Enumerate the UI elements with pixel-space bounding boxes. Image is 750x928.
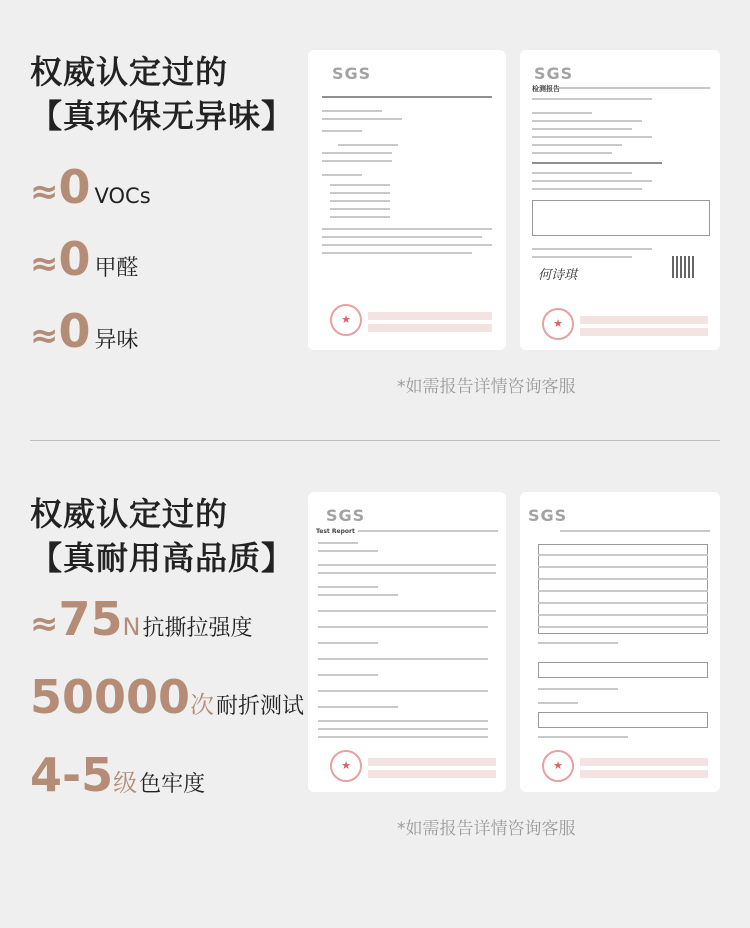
consult-note: *如需报告详情咨询客服 (397, 819, 576, 839)
certification-stamp-icon (542, 308, 574, 340)
approx-sign: ≈ (30, 316, 59, 356)
stat-label: 异味 (94, 328, 139, 353)
title-line-1: 权威认定过的 (30, 53, 229, 91)
title-line-2: 【真环保无异味】 (30, 97, 295, 135)
certification-stamp-icon (330, 750, 362, 782)
approx-sign: ≈ (30, 172, 59, 212)
report-heading: Test Report (316, 528, 355, 535)
title-line-2: 【真耐用高品质】 (30, 539, 295, 577)
stat-value: 75 (58, 592, 123, 646)
report-card-eco-1 (308, 50, 506, 350)
signature: 何诗琪 (538, 268, 578, 283)
stat-formaldehyde (30, 232, 139, 286)
stat-unit: 级 (113, 769, 138, 797)
consult-note: *如需报告详情咨询客服 (397, 377, 576, 397)
stat-odor (30, 304, 139, 358)
stat-unit: N (122, 613, 141, 641)
report-heading: 检测报告 (532, 85, 560, 93)
section-durability (0, 442, 750, 928)
stat-label: 甲醛 (94, 256, 139, 281)
stat-unit: VOCs (94, 184, 151, 208)
report-card-durability-2 (520, 492, 720, 792)
stat-fold-test (30, 670, 304, 724)
stat-unit: 次 (190, 691, 215, 719)
stat-value: 0 (58, 160, 91, 214)
stat-tear-strength (30, 592, 252, 646)
section-eco (0, 0, 750, 440)
report-card-durability-1 (308, 492, 506, 792)
section-eco-title (30, 50, 294, 138)
stat-color-fastness (30, 748, 205, 802)
stat-label: 色牢度 (139, 772, 206, 797)
results-table (532, 200, 710, 236)
stat-label: 耐折测试 (216, 694, 305, 719)
stat-value: 0 (58, 304, 91, 358)
section-durability-title (30, 492, 294, 580)
report-card-eco-2 (520, 50, 720, 350)
approx-sign: ≈ (30, 604, 59, 644)
stat-value: 0 (58, 232, 91, 286)
results-table (538, 544, 708, 634)
sgs-logo: SGS (326, 506, 366, 525)
certification-stamp-icon (330, 304, 362, 336)
sgs-logo: SGS (332, 64, 372, 83)
sgs-logo: SGS (528, 506, 568, 525)
section-divider (30, 440, 720, 441)
stat-value: 4-5 (30, 748, 114, 802)
qr-code-icon (672, 256, 694, 278)
certification-stamp-icon (542, 750, 574, 782)
stat-value: 50000 (30, 670, 191, 724)
approx-sign: ≈ (30, 244, 59, 284)
sgs-logo: SGS (534, 64, 574, 83)
stat-vocs (30, 160, 151, 214)
stat-label: 抗撕拉强度 (142, 616, 253, 641)
title-line-1: 权威认定过的 (30, 495, 229, 533)
